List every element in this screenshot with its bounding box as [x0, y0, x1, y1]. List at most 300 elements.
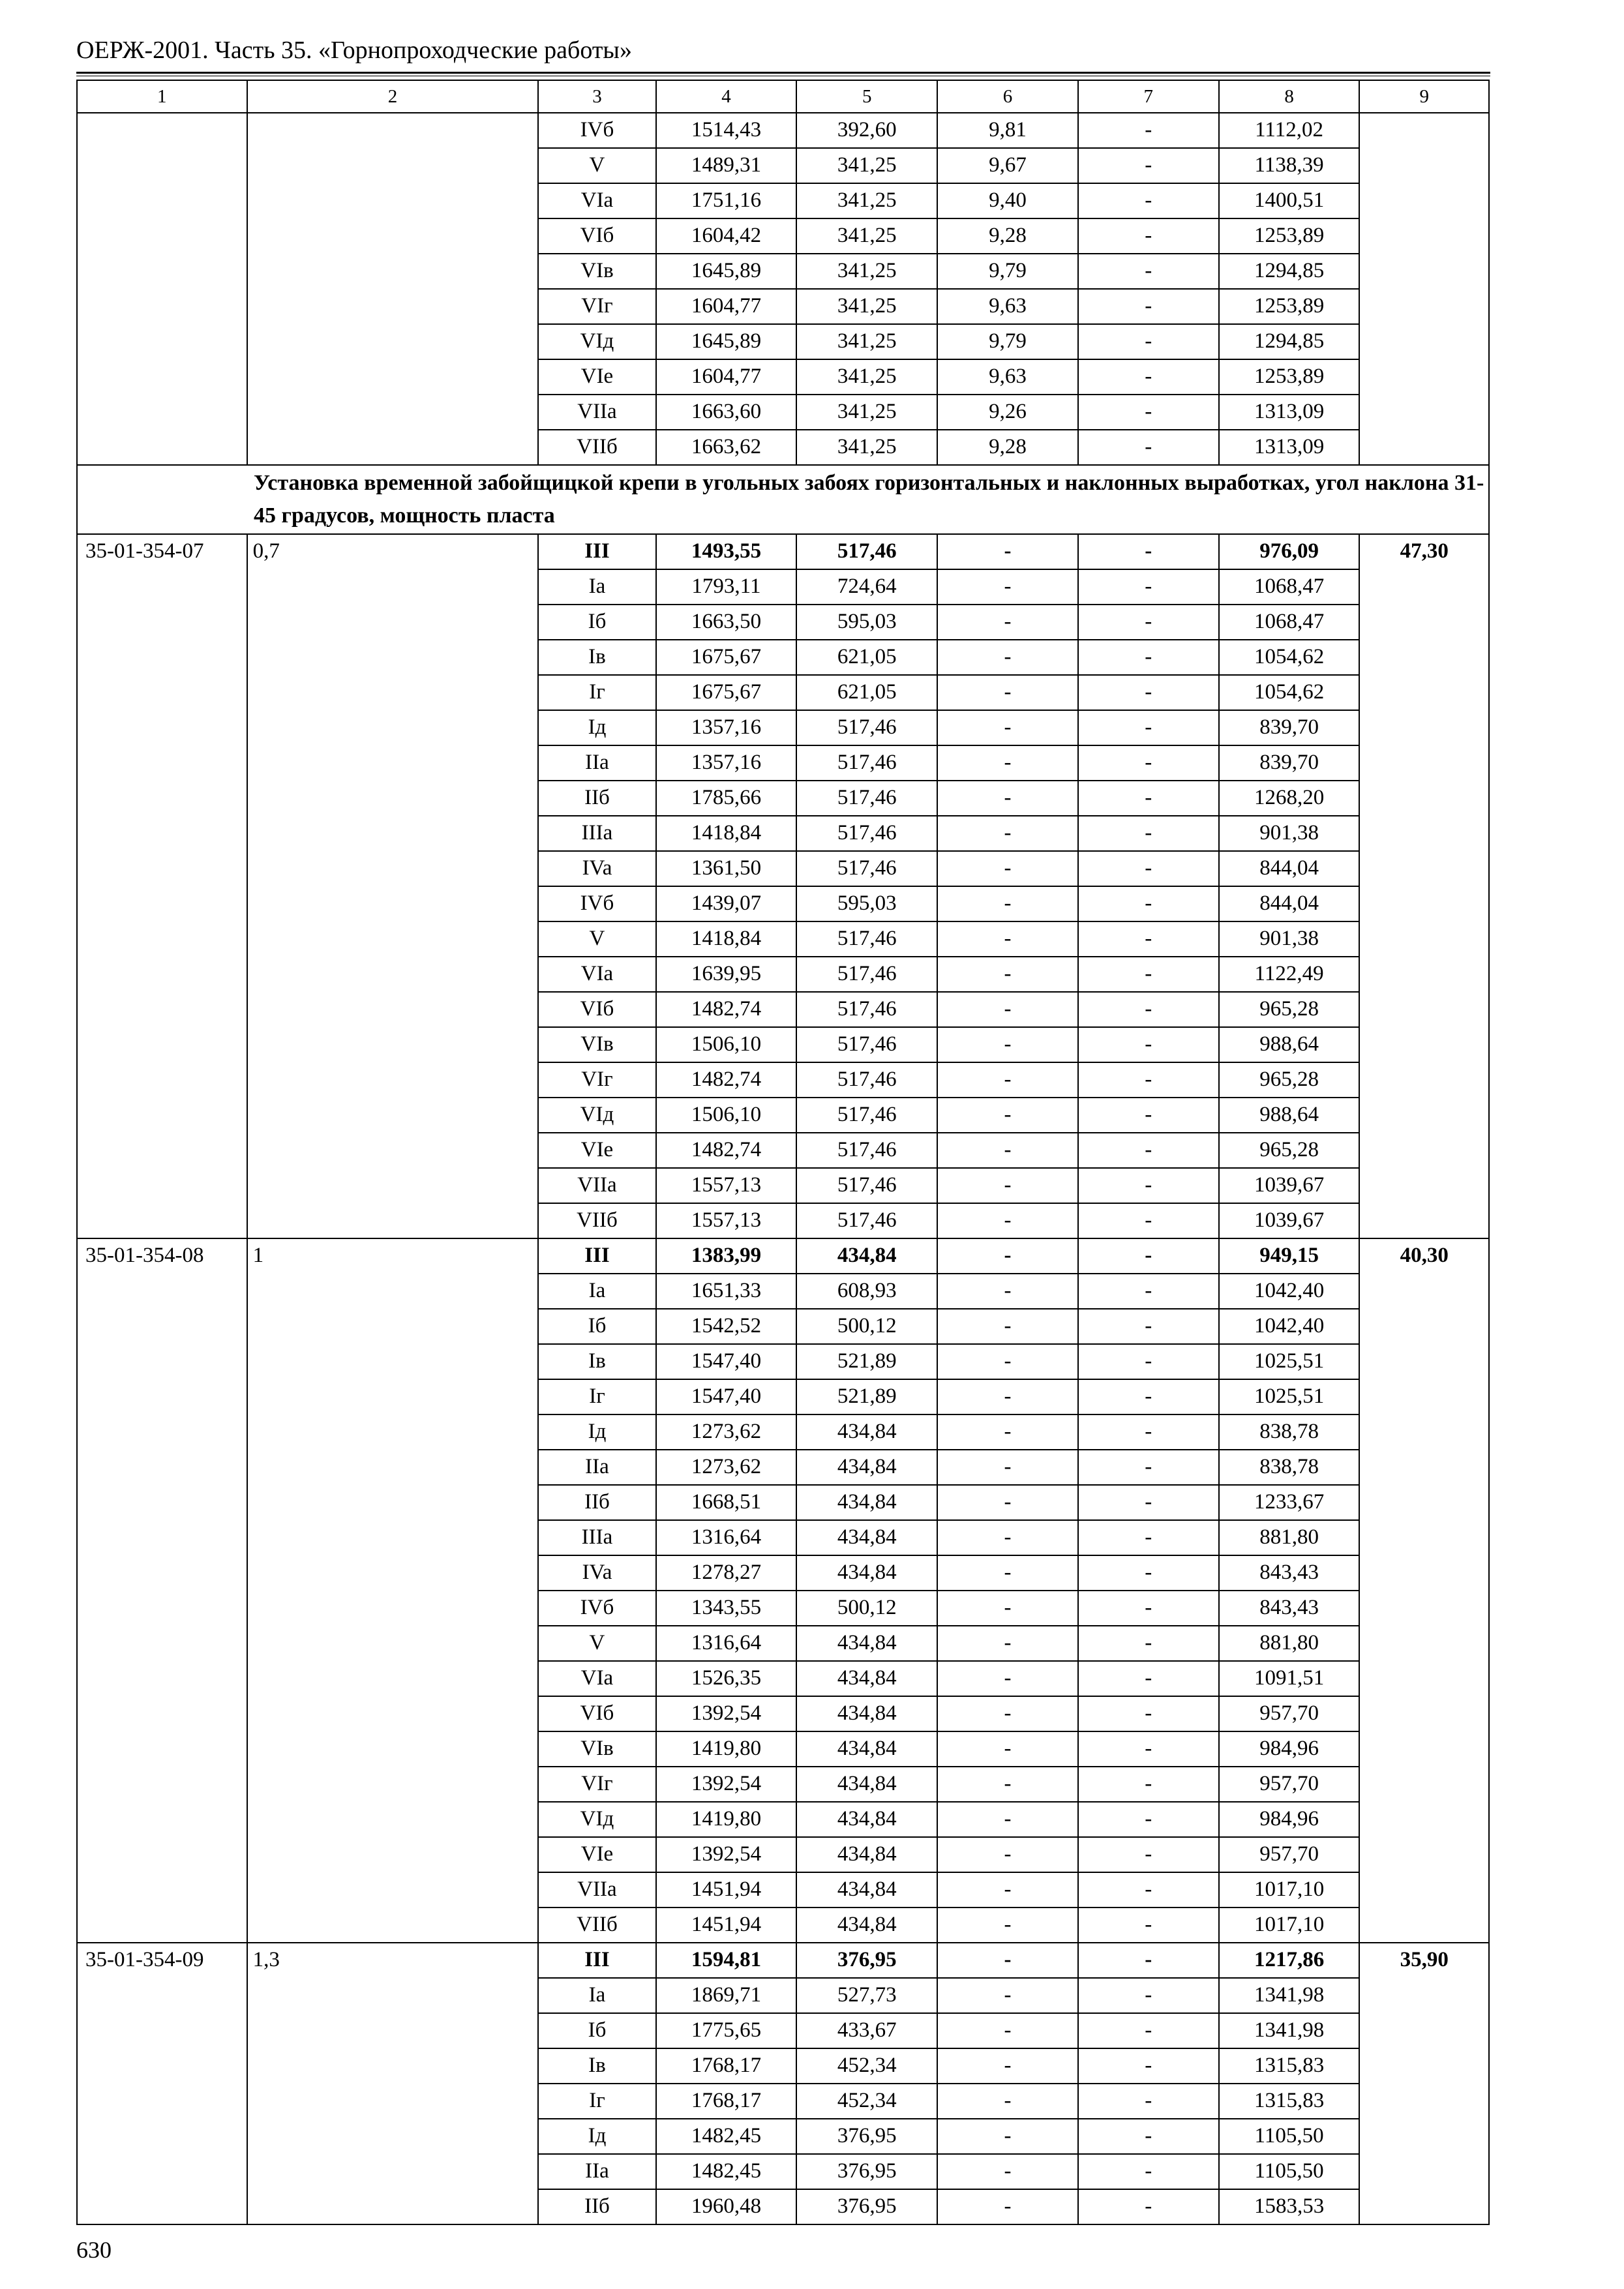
category-cell: VIд — [538, 324, 655, 359]
materials-cell: 1068,47 — [1219, 605, 1360, 640]
total-cost-cell: 1594,81 — [656, 1943, 797, 1978]
driver-wages-cell: - — [1078, 1731, 1219, 1767]
total-cost-cell: 1663,62 — [656, 430, 797, 465]
machine-cost-cell: - — [937, 1520, 1078, 1555]
driver-wages-cell: - — [1078, 1520, 1219, 1555]
driver-wages-cell: - — [1078, 710, 1219, 745]
driver-wages-cell: - — [1078, 1485, 1219, 1520]
category-cell: Ia — [538, 1274, 655, 1309]
materials-cell: 1054,62 — [1219, 640, 1360, 675]
total-cost-cell: 1526,35 — [656, 1661, 797, 1696]
machine-cost-cell: - — [937, 1555, 1078, 1591]
driver-wages-cell: - — [1078, 1837, 1219, 1872]
machine-cost-cell: - — [937, 1203, 1078, 1238]
driver-wages-cell: - — [1078, 1379, 1219, 1414]
total-cost-cell: 1278,27 — [656, 1555, 797, 1591]
materials-cell: 843,43 — [1219, 1555, 1360, 1591]
total-cost-cell: 1675,67 — [656, 640, 797, 675]
category-cell: Iд — [538, 2119, 655, 2154]
total-cost-cell: 1489,31 — [656, 148, 797, 183]
wages-cell: 341,25 — [796, 395, 937, 430]
category-cell: VIб — [538, 992, 655, 1027]
driver-wages-cell: - — [1078, 2048, 1219, 2084]
wages-cell: 517,46 — [796, 1062, 937, 1098]
machine-cost-cell: - — [937, 1414, 1078, 1450]
machine-cost-cell: - — [937, 1802, 1078, 1837]
wages-cell: 434,84 — [796, 1555, 937, 1591]
column-number: 8 — [1219, 80, 1360, 113]
materials-cell: 1025,51 — [1219, 1344, 1360, 1379]
code-cell: 35-01-354-08 — [77, 1238, 247, 1943]
machine-cost-cell: - — [937, 1309, 1078, 1344]
category-cell: Iб — [538, 2013, 655, 2048]
total-cost-cell: 1547,40 — [656, 1344, 797, 1379]
materials-cell: 988,64 — [1219, 1098, 1360, 1133]
machine-cost-cell: - — [937, 675, 1078, 710]
machine-cost-cell: - — [937, 1062, 1078, 1098]
machine-cost-cell: - — [937, 851, 1078, 886]
wages-cell: 433,67 — [796, 2013, 937, 2048]
total-cost-cell: 1542,52 — [656, 1309, 797, 1344]
wages-cell: 527,73 — [796, 1978, 937, 2013]
total-cost-cell: 1604,42 — [656, 218, 797, 254]
driver-wages-cell: - — [1078, 1450, 1219, 1485]
driver-wages-cell: - — [1078, 2013, 1219, 2048]
page-number: 630 — [76, 2237, 112, 2263]
driver-wages-cell: - — [1078, 1274, 1219, 1309]
wages-cell: 608,93 — [796, 1274, 937, 1309]
wages-cell: 341,25 — [796, 254, 937, 289]
materials-cell: 1039,67 — [1219, 1168, 1360, 1203]
machine-cost-cell: 9,63 — [937, 359, 1078, 395]
driver-wages-cell: - — [1078, 816, 1219, 851]
driver-wages-cell: - — [1078, 640, 1219, 675]
wages-cell: 376,95 — [796, 1943, 937, 1978]
wages-cell: 500,12 — [796, 1309, 937, 1344]
machine-cost-cell: 9,26 — [937, 395, 1078, 430]
total-cost-cell: 1273,62 — [656, 1450, 797, 1485]
driver-wages-cell: - — [1078, 1344, 1219, 1379]
materials-cell: 1294,85 — [1219, 254, 1360, 289]
machine-cost-cell: - — [937, 957, 1078, 992]
driver-wages-cell: - — [1078, 1802, 1219, 1837]
total-cost-cell: 1645,89 — [656, 324, 797, 359]
section-heading: Установка временной забойщицкой крепи в угольных забоях горизонтальных и наклонных выработках, угол наклона 31-45 градусов, мощность пласта — [77, 465, 1489, 534]
machine-cost-cell: - — [937, 1027, 1078, 1062]
materials-cell: 976,09 — [1219, 534, 1360, 569]
wages-cell: 434,84 — [796, 1696, 937, 1731]
wages-cell: 517,46 — [796, 957, 937, 992]
category-cell: VIг — [538, 1062, 655, 1098]
total-cost-cell: 1557,13 — [656, 1168, 797, 1203]
column-number: 6 — [937, 80, 1078, 113]
wages-cell: 517,46 — [796, 710, 937, 745]
driver-wages-cell: - — [1078, 1168, 1219, 1203]
wages-cell: 595,03 — [796, 886, 937, 921]
column-number: 9 — [1359, 80, 1489, 113]
materials-cell: 1268,20 — [1219, 781, 1360, 816]
materials-cell: 839,70 — [1219, 745, 1360, 781]
category-cell: VIIб — [538, 430, 655, 465]
wages-cell: 341,25 — [796, 183, 937, 218]
total-cost-cell: 1419,80 — [656, 1731, 797, 1767]
driver-wages-cell: - — [1078, 148, 1219, 183]
machine-cost-cell: - — [937, 992, 1078, 1027]
machine-cost-cell: - — [937, 1379, 1078, 1414]
materials-cell: 838,78 — [1219, 1450, 1360, 1485]
wages-cell: 452,34 — [796, 2048, 937, 2084]
total-cost-cell: 1392,54 — [656, 1696, 797, 1731]
total-cost-cell: 1604,77 — [656, 359, 797, 395]
norm-cell: 47,30 — [1359, 534, 1489, 1238]
total-cost-cell: 1663,60 — [656, 395, 797, 430]
wages-cell: 434,84 — [796, 1520, 937, 1555]
machine-cost-cell: - — [937, 1626, 1078, 1661]
machine-cost-cell: - — [937, 1344, 1078, 1379]
materials-cell: 1112,02 — [1219, 113, 1360, 148]
total-cost-cell: 1418,84 — [656, 816, 797, 851]
driver-wages-cell: - — [1078, 921, 1219, 957]
materials-cell: 844,04 — [1219, 886, 1360, 921]
materials-cell: 988,64 — [1219, 1027, 1360, 1062]
driver-wages-cell: - — [1078, 1238, 1219, 1274]
norm-cell: 40,30 — [1359, 1238, 1489, 1943]
materials-cell: 1400,51 — [1219, 183, 1360, 218]
driver-wages-cell: - — [1078, 1591, 1219, 1626]
machine-cost-cell: - — [937, 1978, 1078, 2013]
total-cost-cell: 1651,33 — [656, 1274, 797, 1309]
driver-wages-cell: - — [1078, 957, 1219, 992]
machine-cost-cell: 9,63 — [937, 289, 1078, 324]
category-cell: VIв — [538, 1027, 655, 1062]
materials-cell: 901,38 — [1219, 816, 1360, 851]
machine-cost-cell: - — [937, 1943, 1078, 1978]
wages-cell: 434,84 — [796, 1908, 937, 1943]
machine-cost-cell: - — [937, 745, 1078, 781]
machine-cost-cell: - — [937, 1661, 1078, 1696]
machine-cost-cell: - — [937, 816, 1078, 851]
total-cost-cell: 1451,94 — [656, 1872, 797, 1908]
materials-cell: 839,70 — [1219, 710, 1360, 745]
wages-cell: 434,84 — [796, 1837, 937, 1872]
category-cell: VIIa — [538, 1872, 655, 1908]
driver-wages-cell: - — [1078, 183, 1219, 218]
driver-wages-cell: - — [1078, 254, 1219, 289]
wages-cell: 341,25 — [796, 218, 937, 254]
machine-cost-cell: - — [937, 1133, 1078, 1168]
wages-cell: 724,64 — [796, 569, 937, 605]
driver-wages-cell: - — [1078, 1098, 1219, 1133]
machine-cost-cell: - — [937, 534, 1078, 569]
materials-cell: 1138,39 — [1219, 148, 1360, 183]
driver-wages-cell: - — [1078, 1661, 1219, 1696]
category-cell: V — [538, 921, 655, 957]
materials-cell: 1341,98 — [1219, 1978, 1360, 2013]
total-cost-cell: 1392,54 — [656, 1837, 797, 1872]
driver-wages-cell: - — [1078, 745, 1219, 781]
total-cost-cell: 1419,80 — [656, 1802, 797, 1837]
category-cell: VIe — [538, 1133, 655, 1168]
total-cost-cell: 1663,50 — [656, 605, 797, 640]
column-number-row — [77, 80, 1489, 113]
driver-wages-cell: - — [1078, 324, 1219, 359]
wages-cell: 517,46 — [796, 1027, 937, 1062]
category-cell: Ia — [538, 569, 655, 605]
materials-cell: 1025,51 — [1219, 1379, 1360, 1414]
materials-cell: 1105,50 — [1219, 2154, 1360, 2189]
wages-cell: 376,95 — [796, 2189, 937, 2224]
machine-cost-cell: - — [937, 921, 1078, 957]
total-cost-cell: 1482,74 — [656, 992, 797, 1027]
total-cost-cell: 1383,99 — [656, 1238, 797, 1274]
total-cost-cell: 1357,16 — [656, 745, 797, 781]
materials-cell: 984,96 — [1219, 1731, 1360, 1767]
driver-wages-cell: - — [1078, 430, 1219, 465]
category-cell: V — [538, 1626, 655, 1661]
wages-cell: 434,84 — [796, 1450, 937, 1485]
table-row — [77, 1943, 1489, 1978]
materials-cell: 1253,89 — [1219, 359, 1360, 395]
category-cell: IVa — [538, 1555, 655, 1591]
driver-wages-cell: - — [1078, 1203, 1219, 1238]
wages-cell: 517,46 — [796, 816, 937, 851]
driver-wages-cell: - — [1078, 2084, 1219, 2119]
machine-cost-cell: 9,67 — [937, 148, 1078, 183]
materials-cell: 965,28 — [1219, 1133, 1360, 1168]
wages-cell: 517,46 — [796, 1203, 937, 1238]
materials-cell: 881,80 — [1219, 1520, 1360, 1555]
driver-wages-cell: - — [1078, 1309, 1219, 1344]
total-cost-cell: 1645,89 — [656, 254, 797, 289]
driver-wages-cell: - — [1078, 359, 1219, 395]
wages-cell: 621,05 — [796, 640, 937, 675]
header-rule-thick — [76, 72, 1490, 74]
category-cell: IVб — [538, 113, 655, 148]
category-cell: Iд — [538, 1414, 655, 1450]
total-cost-cell: 1514,43 — [656, 113, 797, 148]
category-cell: VIe — [538, 1837, 655, 1872]
total-cost-cell: 1547,40 — [656, 1379, 797, 1414]
wages-cell: 517,46 — [796, 851, 937, 886]
category-cell: IIa — [538, 1450, 655, 1485]
wages-cell: 434,84 — [796, 1414, 937, 1450]
category-cell: Iд — [538, 710, 655, 745]
category-cell: IVa — [538, 851, 655, 886]
materials-cell: 1253,89 — [1219, 218, 1360, 254]
wages-cell: 376,95 — [796, 2119, 937, 2154]
materials-cell: 1091,51 — [1219, 1661, 1360, 1696]
machine-cost-cell: - — [937, 1908, 1078, 1943]
driver-wages-cell: - — [1078, 992, 1219, 1027]
machine-cost-cell: - — [937, 1696, 1078, 1731]
wages-cell: 434,84 — [796, 1626, 937, 1661]
materials-cell: 1294,85 — [1219, 324, 1360, 359]
category-cell: IIIa — [538, 1520, 655, 1555]
driver-wages-cell: - — [1078, 2154, 1219, 2189]
category-cell: IIa — [538, 745, 655, 781]
materials-cell: 1583,53 — [1219, 2189, 1360, 2224]
column-number: 7 — [1078, 80, 1219, 113]
norm-cell — [1359, 113, 1489, 465]
total-cost-cell: 1482,45 — [656, 2154, 797, 2189]
total-cost-cell: 1768,17 — [656, 2084, 797, 2119]
materials-cell: 1042,40 — [1219, 1309, 1360, 1344]
machine-cost-cell: - — [937, 1274, 1078, 1309]
column-number: 4 — [656, 80, 797, 113]
column-number: 1 — [77, 80, 247, 113]
category-cell: Iг — [538, 2084, 655, 2119]
page-header-title: ОЕРЖ-2001. Часть 35. «Горнопроходческие работы» — [76, 37, 632, 64]
machine-cost-cell: 9,79 — [937, 324, 1078, 359]
machine-cost-cell: - — [937, 781, 1078, 816]
column-number: 3 — [538, 80, 655, 113]
driver-wages-cell: - — [1078, 1027, 1219, 1062]
driver-wages-cell: - — [1078, 1943, 1219, 1978]
category-cell: VIa — [538, 183, 655, 218]
table-row — [77, 1238, 1489, 1274]
total-cost-cell: 1482,74 — [656, 1133, 797, 1168]
driver-wages-cell: - — [1078, 1696, 1219, 1731]
machine-cost-cell: - — [937, 2048, 1078, 2084]
machine-cost-cell: - — [937, 640, 1078, 675]
driver-wages-cell: - — [1078, 675, 1219, 710]
category-cell: VIб — [538, 218, 655, 254]
thickness-cell: 0,7 — [247, 534, 539, 1238]
machine-cost-cell: 9,79 — [937, 254, 1078, 289]
driver-wages-cell: - — [1078, 1872, 1219, 1908]
total-cost-cell: 1493,55 — [656, 534, 797, 569]
wages-cell: 521,89 — [796, 1379, 937, 1414]
driver-wages-cell: - — [1078, 569, 1219, 605]
category-cell: III — [538, 1238, 655, 1274]
materials-cell: 1313,09 — [1219, 430, 1360, 465]
rates-table — [76, 80, 1490, 2225]
total-cost-cell: 1482,74 — [656, 1062, 797, 1098]
column-number: 2 — [247, 80, 539, 113]
wages-cell: 517,46 — [796, 534, 937, 569]
category-cell: VIe — [538, 359, 655, 395]
wages-cell: 341,25 — [796, 430, 937, 465]
category-cell: Iг — [538, 1379, 655, 1414]
category-cell: VIa — [538, 1661, 655, 1696]
machine-cost-cell: - — [937, 710, 1078, 745]
table-row — [77, 113, 1489, 148]
total-cost-cell: 1482,45 — [656, 2119, 797, 2154]
wages-cell: 517,46 — [796, 745, 937, 781]
materials-cell: 1039,67 — [1219, 1203, 1360, 1238]
materials-cell: 965,28 — [1219, 1062, 1360, 1098]
category-cell: V — [538, 148, 655, 183]
materials-cell: 1054,62 — [1219, 675, 1360, 710]
total-cost-cell: 1418,84 — [656, 921, 797, 957]
driver-wages-cell: - — [1078, 2119, 1219, 2154]
machine-cost-cell: - — [937, 1238, 1078, 1274]
materials-cell: 957,70 — [1219, 1767, 1360, 1802]
machine-cost-cell: - — [937, 2189, 1078, 2224]
machine-cost-cell: - — [937, 1837, 1078, 1872]
total-cost-cell: 1506,10 — [656, 1027, 797, 1062]
materials-cell: 1122,49 — [1219, 957, 1360, 992]
materials-cell: 844,04 — [1219, 851, 1360, 886]
category-cell: VIIa — [538, 1168, 655, 1203]
total-cost-cell: 1343,55 — [656, 1591, 797, 1626]
wages-cell: 517,46 — [796, 1098, 937, 1133]
wages-cell: 621,05 — [796, 675, 937, 710]
wages-cell: 392,60 — [796, 113, 937, 148]
materials-cell: 1017,10 — [1219, 1908, 1360, 1943]
total-cost-cell: 1273,62 — [656, 1414, 797, 1450]
machine-cost-cell: - — [937, 605, 1078, 640]
category-cell: VIIб — [538, 1203, 655, 1238]
machine-cost-cell: - — [937, 2013, 1078, 2048]
wages-cell: 434,84 — [796, 1731, 937, 1767]
total-cost-cell: 1557,13 — [656, 1203, 797, 1238]
materials-cell: 965,28 — [1219, 992, 1360, 1027]
driver-wages-cell: - — [1078, 534, 1219, 569]
category-cell: IIIa — [538, 816, 655, 851]
machine-cost-cell: - — [937, 1098, 1078, 1133]
driver-wages-cell: - — [1078, 395, 1219, 430]
materials-cell: 1017,10 — [1219, 1872, 1360, 1908]
wages-cell: 500,12 — [796, 1591, 937, 1626]
code-cell: 35-01-354-07 — [77, 534, 247, 1238]
rates-table-body — [77, 80, 1489, 2224]
machine-cost-cell: - — [937, 1767, 1078, 1802]
driver-wages-cell: - — [1078, 218, 1219, 254]
category-cell: VIв — [538, 254, 655, 289]
driver-wages-cell: - — [1078, 886, 1219, 921]
total-cost-cell: 1675,67 — [656, 675, 797, 710]
driver-wages-cell: - — [1078, 1626, 1219, 1661]
materials-cell: 1313,09 — [1219, 395, 1360, 430]
wages-cell: 517,46 — [796, 992, 937, 1027]
category-cell: VIд — [538, 1802, 655, 1837]
total-cost-cell: 1960,48 — [656, 2189, 797, 2224]
category-cell: VIIa — [538, 395, 655, 430]
thickness-cell: 1 — [247, 1238, 539, 1943]
materials-cell: 949,15 — [1219, 1238, 1360, 1274]
category-cell: VIa — [538, 957, 655, 992]
machine-cost-cell: - — [937, 1168, 1078, 1203]
total-cost-cell: 1506,10 — [656, 1098, 797, 1133]
wages-cell: 341,25 — [796, 324, 937, 359]
thickness-cell: 1,3 — [247, 1943, 539, 2224]
materials-cell: 957,70 — [1219, 1837, 1360, 1872]
category-cell: Iб — [538, 1309, 655, 1344]
total-cost-cell: 1768,17 — [656, 2048, 797, 2084]
materials-cell: 1217,86 — [1219, 1943, 1360, 1978]
machine-cost-cell: - — [937, 1450, 1078, 1485]
total-cost-cell: 1451,94 — [656, 1908, 797, 1943]
materials-cell: 1105,50 — [1219, 2119, 1360, 2154]
wages-cell: 434,84 — [796, 1802, 937, 1837]
materials-cell: 881,80 — [1219, 1626, 1360, 1661]
wages-cell: 434,84 — [796, 1485, 937, 1520]
materials-cell: 901,38 — [1219, 921, 1360, 957]
total-cost-cell: 1316,64 — [656, 1520, 797, 1555]
total-cost-cell: 1785,66 — [656, 781, 797, 816]
driver-wages-cell: - — [1078, 781, 1219, 816]
total-cost-cell: 1869,71 — [656, 1978, 797, 2013]
driver-wages-cell: - — [1078, 1414, 1219, 1450]
wages-cell: 517,46 — [796, 921, 937, 957]
wages-cell: 517,46 — [796, 1133, 937, 1168]
thickness-cell — [247, 113, 539, 465]
category-cell: Iв — [538, 640, 655, 675]
machine-cost-cell: - — [937, 569, 1078, 605]
table-row — [77, 534, 1489, 569]
driver-wages-cell: - — [1078, 1555, 1219, 1591]
